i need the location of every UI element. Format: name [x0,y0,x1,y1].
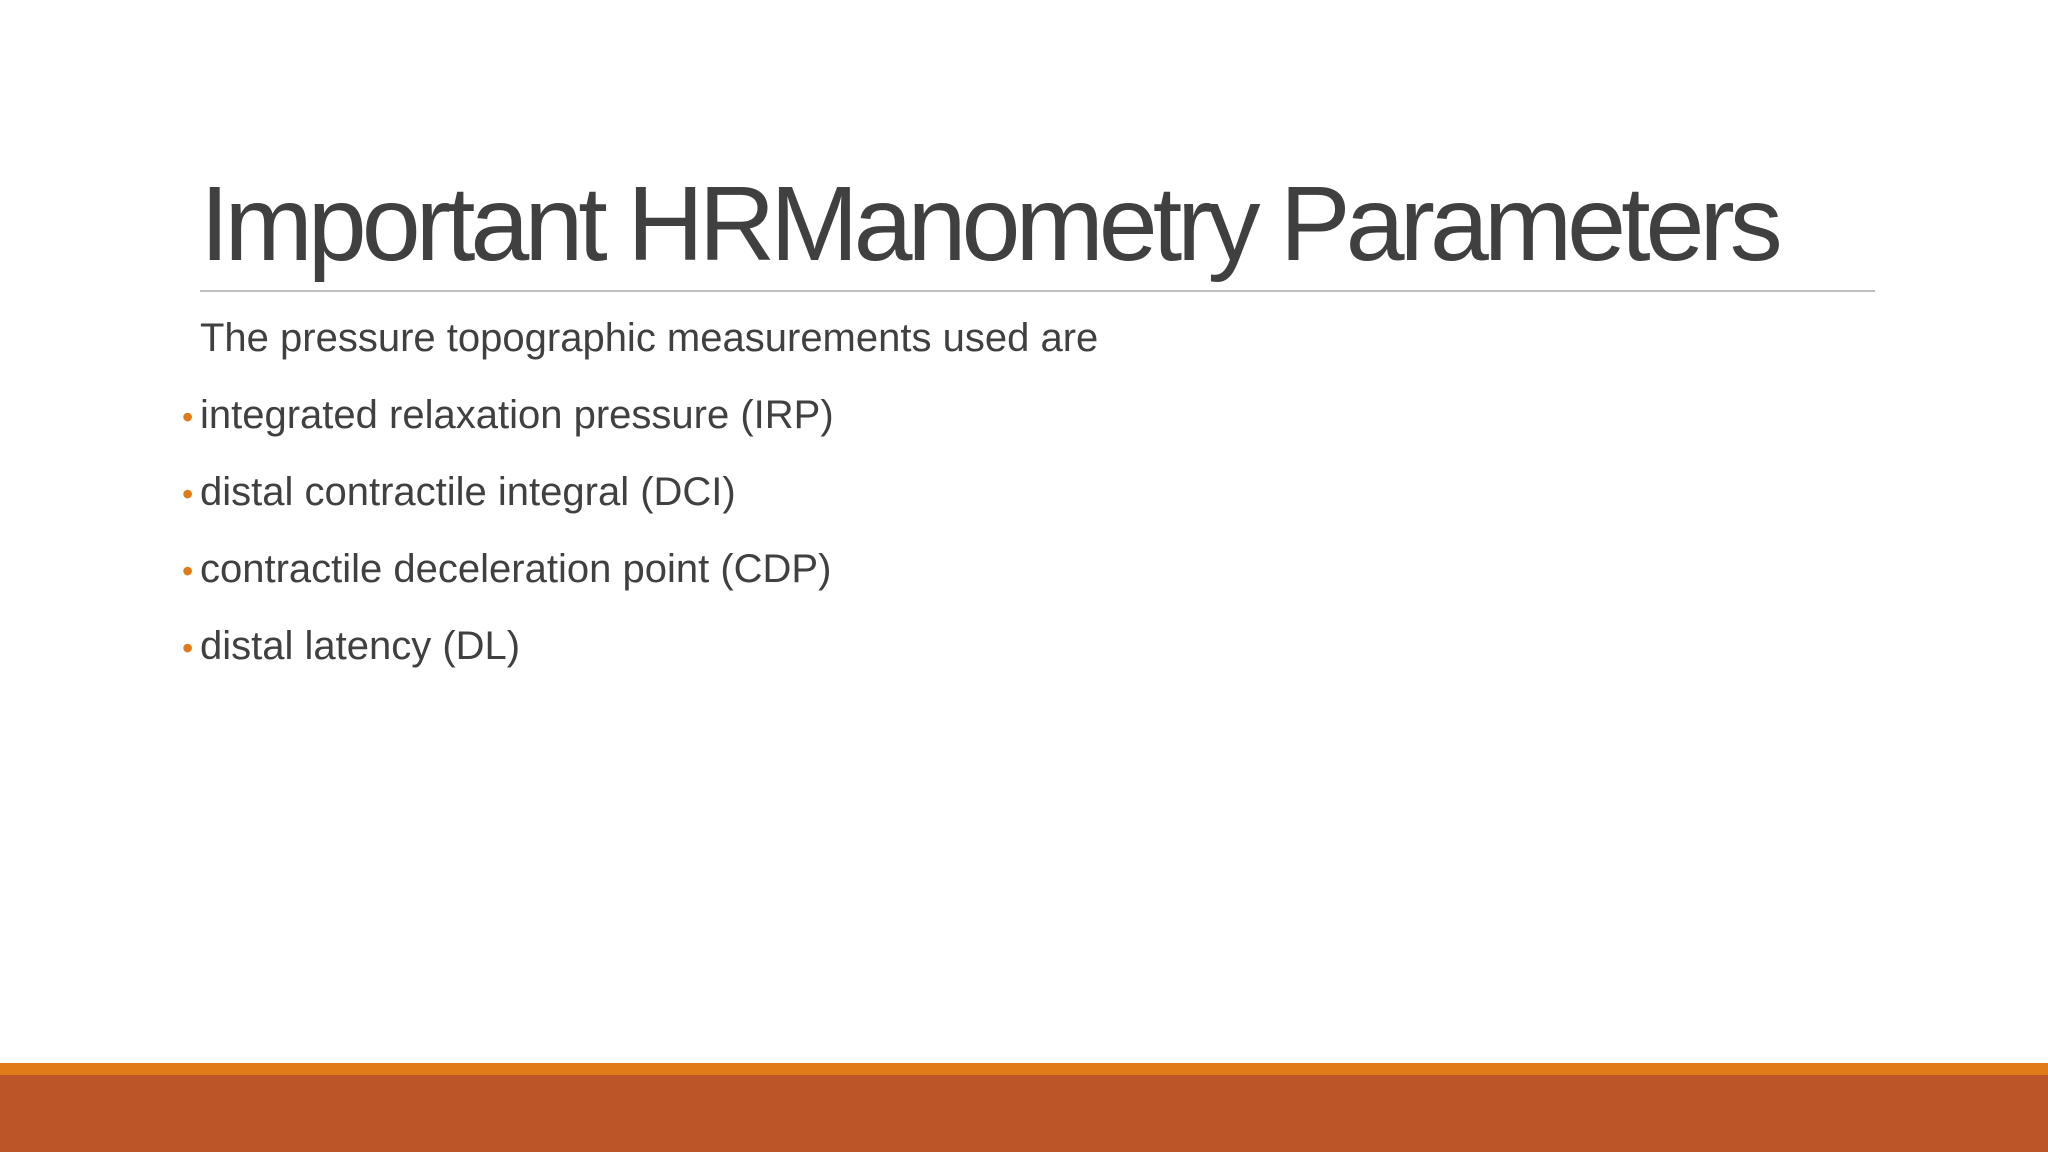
bullet-text: integrated relaxation pressure (IRP) [200,393,834,437]
bullet-icon: • [182,399,194,435]
intro-text: The pressure topographic measurements used are [200,316,1099,360]
footer-accent-stripe [0,1063,2048,1075]
bullet-icon: • [182,630,194,666]
bullet-icon: • [182,476,194,512]
title-divider [200,290,1875,292]
list-item [182,543,834,620]
bullet-text: distal latency (DL) [200,624,521,668]
list-item [182,389,834,466]
bullet-list [182,389,834,697]
bullet-text: contractile deceleration point (CDP) [200,547,832,591]
list-item [182,466,834,543]
slide-title: Important HRManometry Parameters [200,165,1778,283]
list-item [182,620,834,697]
bullet-icon: • [182,553,194,589]
footer-band [0,1075,2048,1152]
bullet-text: distal contractile integral (DCI) [200,470,736,514]
